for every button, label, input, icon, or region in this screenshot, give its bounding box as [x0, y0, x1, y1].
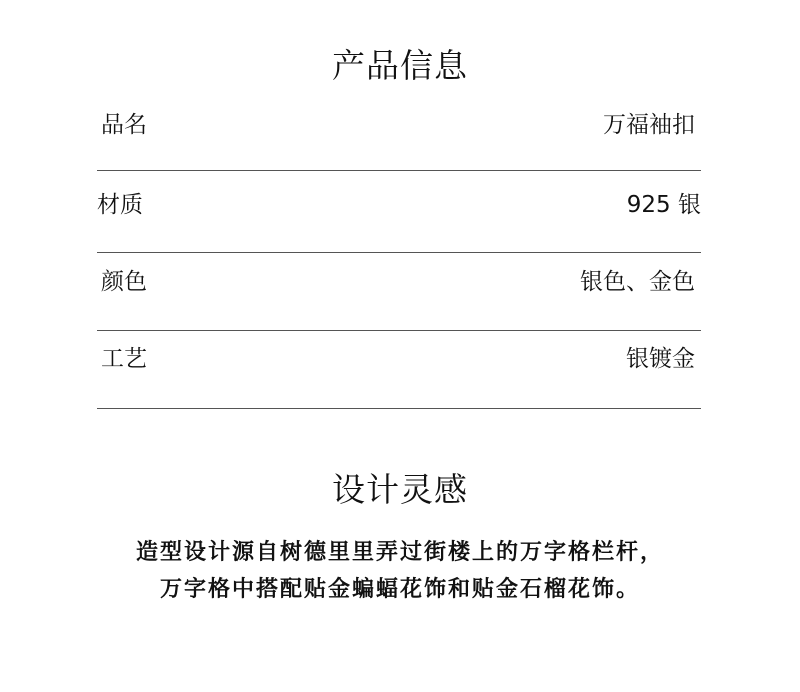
- design-inspiration-title: 设计灵感: [332, 470, 468, 509]
- info-value: 925 银: [626, 192, 701, 218]
- info-row-material: [97, 171, 701, 253]
- info-value: 银色、金色: [580, 269, 695, 295]
- product-info-table: [97, 92, 701, 409]
- info-row-craft: [97, 331, 701, 409]
- info-label: 材质: [97, 192, 143, 218]
- info-label: 工艺: [101, 346, 147, 372]
- info-value: 万福袖扣: [603, 112, 695, 138]
- design-text-line: 造型设计源自树德里里弄过街楼上的万字格栏杆，: [135, 539, 664, 565]
- info-label: 颜色: [101, 269, 147, 295]
- design-text-line: 万字格中搭配贴金蝙蝠花饰和贴金石榴花饰。: [159, 576, 640, 602]
- info-label: 品名: [101, 112, 147, 138]
- info-row-name: [97, 92, 701, 171]
- product-info-title: 产品信息: [332, 46, 468, 85]
- info-row-color: [97, 253, 701, 331]
- info-value: 银镀金: [626, 346, 695, 372]
